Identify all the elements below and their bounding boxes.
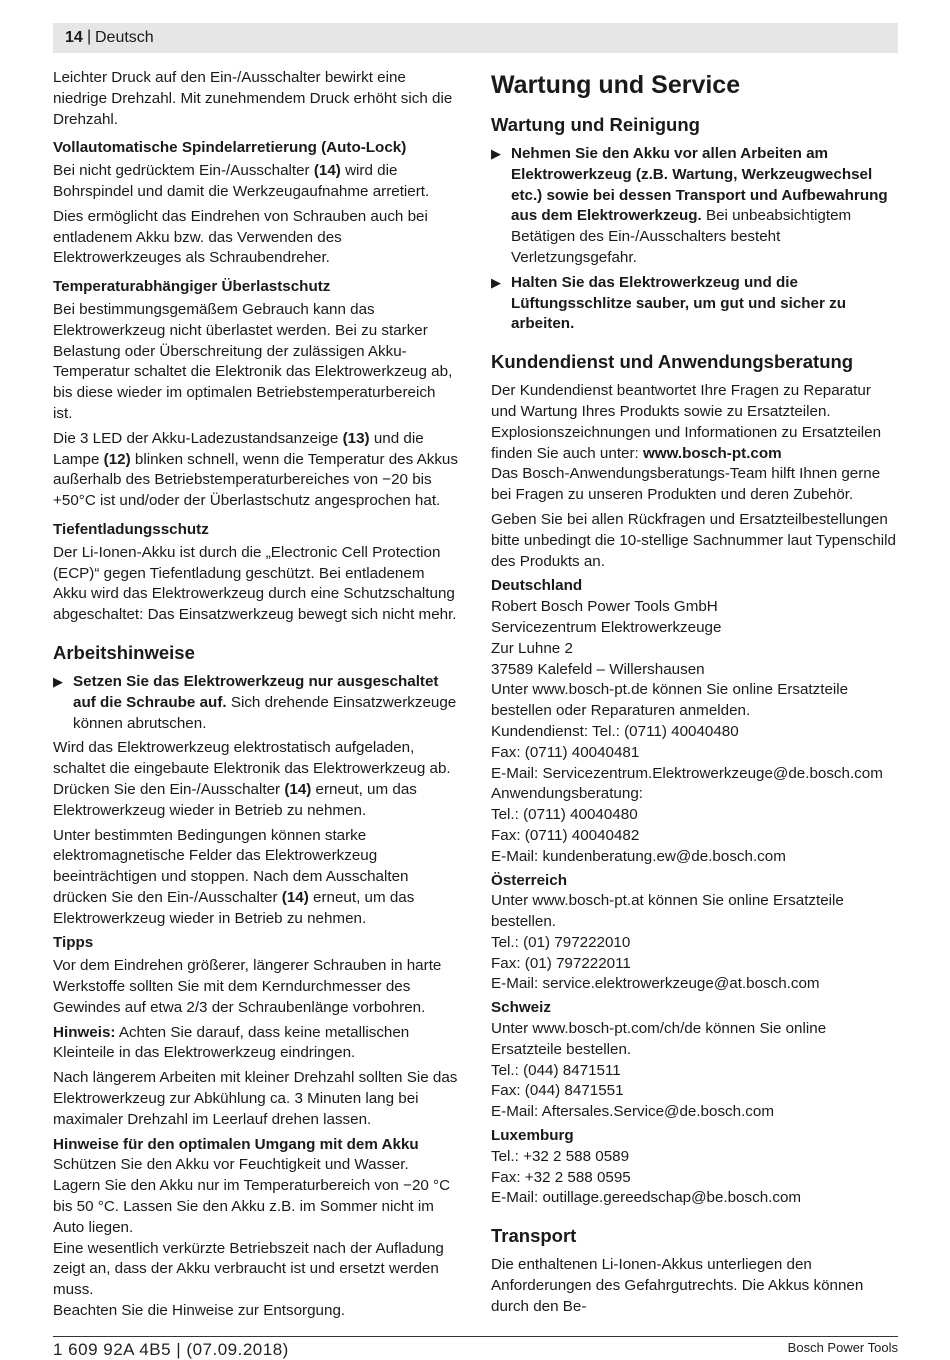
- overload-heading: Temperaturabhängiger Überlastschutz: [53, 278, 331, 296]
- header-language: Deutsch: [95, 29, 154, 46]
- maintenance-service-title: Wartung und Service: [491, 71, 741, 99]
- germany-contact-line: E-Mail: kundenberatung.ew@de.bosch.com: [491, 847, 786, 865]
- bullet-bold: Halten Sie das Elektrowerkzeug und die Lüftungsschlitze sauber, um gut und sicher zu arbeiten.: [511, 273, 846, 333]
- text: Die 3 LED der Akku-Ladezustandsanzeige: [53, 429, 343, 447]
- germany-contact-line: Kundendienst: Tel.: (0711) 40040480: [491, 722, 739, 740]
- luxembourg-contacts: [491, 1147, 897, 1209]
- page-header: [53, 23, 898, 53]
- germany-contact-line: Robert Bosch Power Tools GmbH: [491, 598, 718, 616]
- battery-line-3: Eine wesentlich verkürzte Betriebszeit nach der Aufladung zeigt an, dass der Akku verbraucht ist und ersetzt werden muss.: [53, 1239, 444, 1299]
- switzerland-contacts: [491, 1019, 897, 1123]
- customer-service-heading: Kundendienst und Anwendungsberatung: [491, 351, 854, 373]
- bullet-arrow-icon: ▶: [491, 146, 501, 161]
- text: Unter bestimmten Bedingungen können starke elektromagnetische Felder das Elektrowerkzeug beeinträchtigen und stoppen. Nach dem Ausschalten drücken Sie den Ein-/Ausschalter: [53, 826, 409, 906]
- germany-contact-line: Fax: (0711) 40040481: [491, 743, 640, 761]
- service-url: www.bosch-pt.com: [642, 444, 782, 462]
- tips-paragraph-3: Nach längerem Arbeiten mit kleiner Drehzahl sollten Sie das Elektrowerkzeug zur Abkühlung ca. 3 Minuten lang bei maximaler Drehzahl im Leerlauf drehen lassen.: [53, 1069, 458, 1128]
- tips-paragraph-1: Vor dem Eindrehen größerer, längerer Schrauben in harte Werkstoffe sollten Sie mit dem Kerndurchmesser des Gewindes auf etwa 2/3 der Schraubenlänge vorbohren.: [53, 957, 442, 1016]
- footer-brand: Bosch Power Tools: [787, 1340, 898, 1355]
- bullet-text: Sich drehende Einsatzwerkzeuge können abrutschen.: [73, 693, 457, 732]
- austria-contact-line: Tel.: (01) 797222010: [491, 933, 631, 951]
- intro-paragraph: Leichter Druck auf den Ein-/Ausschalter bewirkt eine niedrige Drehzahl. Mit zunehmendem Druck erhöht sich die Drehzahl.: [53, 69, 453, 128]
- ref-14: (14): [284, 780, 312, 798]
- austria-contact-line: Unter www.bosch-pt.at können Sie online Ersatzteile bestellen.: [491, 892, 844, 931]
- austria-contacts: [491, 891, 897, 995]
- work-bullet: [53, 672, 458, 734]
- hint-label: Hinweis:: [53, 1023, 116, 1041]
- bullet-arrow-icon: ▶: [53, 673, 63, 689]
- battery-line-1: Schützen Sie den Akku vor Feuchtigkeit und Wasser.: [53, 1156, 409, 1174]
- switzerland-contact-line: Tel.: (044) 8471511: [491, 1061, 621, 1079]
- text: Bei nicht gedrücktem Ein-/Ausschalter: [53, 162, 314, 180]
- luxembourg-contact-line: Tel.: +32 2 588 0589: [491, 1147, 630, 1165]
- germany-contact-line: Tel.: (0711) 40040480: [491, 806, 638, 824]
- maintenance-cleaning-heading: Wartung und Reinigung: [491, 114, 700, 135]
- deep-discharge-paragraph: Der Li-Ionen-Akku ist durch die „Electronic Cell Protection (ECP)“ gegen Tiefentladung geschützt. Bei entladenem Akku wird das Elektrowerkzeug durch eine Schutzschaltung abgeschaltet: Das Einsatzwerkzeug bewegt sich nicht mehr.: [53, 543, 457, 624]
- luxembourg-heading: Luxemburg: [491, 1127, 574, 1145]
- germany-contact-line: Fax: (0711) 40040482: [491, 826, 640, 844]
- deep-discharge-heading: Tiefentladungsschutz: [53, 520, 209, 538]
- germany-contact-line: E-Mail: Servicezentrum.Elektrowerkzeuge@de.bosch.com: [491, 764, 883, 782]
- battery-heading: Hinweise für den optimalen Umgang mit dem Akku: [53, 1135, 419, 1153]
- transport-heading: Transport: [491, 1225, 577, 1247]
- switzerland-contact-line: Fax: (044) 8471551: [491, 1082, 624, 1100]
- text: erneut, um das Elektrowerkzeug wieder in Betrieb zu nehmen.: [53, 888, 415, 927]
- ref-12: (12): [103, 450, 131, 468]
- luxembourg-contact-line: Fax: +32 2 588 0595: [491, 1168, 631, 1186]
- germany-contact-line: Zur Luhne 2: [491, 639, 573, 657]
- page-number: 14: [65, 29, 83, 46]
- bullet-arrow-icon: ▶: [491, 274, 501, 290]
- text: und die Lampe: [53, 429, 424, 468]
- autolock-paragraph-2: Dies ermöglicht das Eindrehen von Schrauben auch bei entladenem Akku bzw. das Verwenden des Elektrowerkzeuges als Schraubendreher.: [53, 207, 428, 267]
- switzerland-heading: Schweiz: [491, 999, 551, 1017]
- germany-contact-line: Unter www.bosch-pt.de können Sie online Ersatzteile bestellen oder Reparaturen anmelden.: [491, 681, 849, 720]
- luxembourg-contact-line: E-Mail: outillage.gereedschap@be.bosch.com: [491, 1189, 802, 1207]
- cleaning-bullet-2: [491, 273, 897, 335]
- battery-line-4: Beachten Sie die Hinweise zur Entsorgung.: [53, 1302, 346, 1320]
- germany-contacts: [491, 597, 897, 867]
- germany-contact-line: Anwendungsberatung:: [491, 785, 643, 803]
- text: blinken schnell, wenn die Temperatur des Akkus außerhalb des Betriebstemperaturbereiches von −20 bis +50°C ist und/oder der Überlastschutz angesprochen hat.: [53, 450, 458, 510]
- hint-text: Achten Sie darauf, dass keine metallischen Kleinteile in das Elektrowerkzeug eindringen.: [53, 1023, 410, 1062]
- austria-contact-line: E-Mail: service.elektrowerkzeuge@at.bosch.com: [491, 975, 820, 993]
- cleaning-bullet-1: [491, 144, 897, 269]
- ref-13: (13): [342, 429, 370, 447]
- service-paragraph-3: Geben Sie bei allen Rückfragen und Ersatzteilbestellungen bitte unbedingt die 10-stellige Sachnummer laut Typenschild des Produkts an.: [491, 510, 896, 570]
- germany-heading: Deutschland: [491, 577, 583, 595]
- germany-contact-line: Servicezentrum Elektrowerkzeuge: [491, 618, 722, 636]
- right-column: [491, 68, 897, 1322]
- autolock-paragraph-1: [53, 161, 458, 203]
- germany-contact-line: 37589 Kalefeld – Willershausen: [491, 660, 705, 678]
- left-column: [53, 68, 458, 1322]
- austria-contact-line: Fax: (01) 797222011: [491, 954, 631, 972]
- text: Der Kundendienst beantwortet Ihre Fragen zu Reparatur und Wartung Ihres Produkts sowie zu Ersatzteilen. Explosionszeichnungen und Informationen zu Ersatzteilen finden Sie auch unter:: [491, 382, 882, 462]
- switzerland-contact-line: Unter www.bosch-pt.com/ch/de können Sie online Ersatzteile bestellen.: [491, 1020, 827, 1058]
- footer-rule: [53, 1336, 898, 1337]
- text: Wird das Elektrowerkzeug elektrostatisch aufgeladen, schaltet die eingebaute Elektronik das Elektrowerkzeug ab. Drücken Sie den Ein-/Ausschalter: [53, 739, 451, 798]
- text: erneut, um das Elektrowerkzeug wieder in Betrieb zu nehmen.: [53, 780, 417, 819]
- overload-paragraph-1: Bei bestimmungsgemäßem Gebrauch kann das Elektrowerkzeug nicht überlastet werden. Bei zu starker Belastung oder Überschreitung der zulässigen Akku-Temperatur schaltet die Elektronik das Elektrowerkzeug ab, bis diese wieder im optimalen Betriebstemperaturbereich ist.: [53, 300, 453, 422]
- bullet-bold: Setzen Sie das Elektrowerkzeug nur ausgeschaltet auf die Schraube auf.: [73, 672, 439, 711]
- ref-14: (14): [281, 888, 309, 906]
- tips-hint: [53, 1023, 458, 1065]
- service-paragraph-2: Das Bosch-Anwendungsberatungs-Team hilft Ihnen gerne bei Fragen zu unseren Produkten und deren Zubehör.: [491, 465, 881, 504]
- bullet-text: Bei unbeabsichtigtem Betätigen des Ein-/Ausschalters besteht Verletzungsgefahr.: [511, 207, 852, 266]
- work-paragraph-2: [53, 826, 458, 930]
- transport-paragraph: Die enthaltenen Li-Ionen-Akkus unterliegen den Anforderungen des Gefahrgutrechts. Die Akkus können durch den Be-: [491, 1256, 864, 1315]
- ref-14: (14): [313, 162, 341, 180]
- bullet-bold: Nehmen Sie den Akku vor allen Arbeiten am Elektrowerkzeug (z.B. Wartung, Werkzeugwechsel etc.) sowie bei dessen Transport und Aufbewahrung aus dem Elektrowerkzeug.: [511, 145, 888, 225]
- footer-doc-number: 1 609 92A 4B5 | (07.09.2018): [53, 1340, 289, 1359]
- tips-heading: Tipps: [53, 934, 94, 952]
- work-paragraph-1: [53, 738, 458, 821]
- autolock-heading: Vollautomatische Spindelarretierung (Auto-Lock): [53, 139, 407, 157]
- battery-line-2: Lagern Sie den Akku nur im Temperaturbereich von −20 °C bis 50 °C. Lassen Sie den Akku z.B. im Sommer nicht im Auto liegen.: [53, 1177, 451, 1236]
- work-instructions-heading: Arbeitshinweise: [53, 641, 195, 663]
- austria-heading: Österreich: [491, 871, 567, 889]
- text: wird die Bohrspindel und damit die Werkzeugaufnahme arretiert.: [53, 162, 430, 200]
- overload-paragraph-2: [53, 429, 458, 512]
- service-paragraph-1: [491, 381, 897, 464]
- header-separator: |: [87, 28, 92, 45]
- switzerland-contact-line: E-Mail: Aftersales.Service@de.bosch.com: [491, 1103, 774, 1121]
